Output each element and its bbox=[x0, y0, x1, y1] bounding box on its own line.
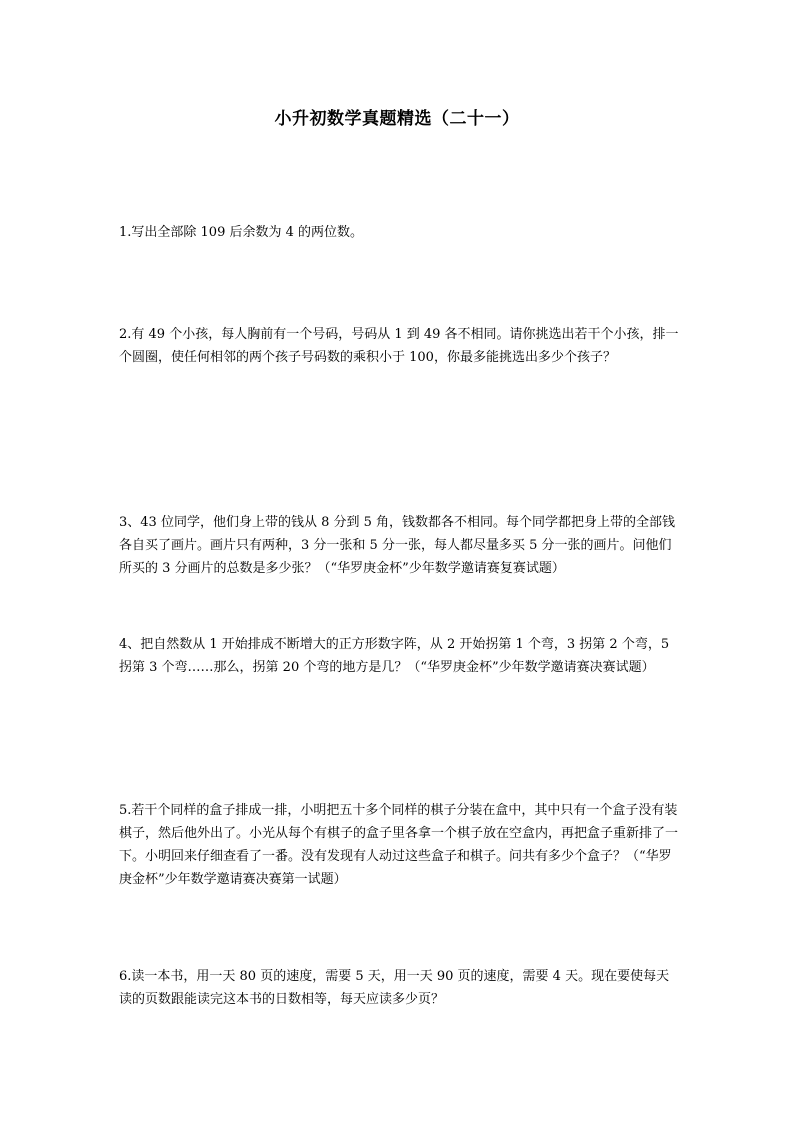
question-6: 6.读一本书，用一天 80 页的速度，需要 5 天，用一天 90 页的速度，需要 4 天。现在要使每天读的页数跟能读完这本书的日数相等，每天应读多少页？ bbox=[119, 969, 670, 1007]
question-5: 5.若干个同样的盒子排成一排，小明把五十多个同样的棋子分装在盒中，其中只有一个盒子没有装棋子，然后他外出了。小光从每个有棋子的盒子里各拿一个棋子放在空盒内，再把盒子重新排了一下。小明回来仔细查看了一番。没有发现有人动过这些盒子和棋子。问共有多少个盒子？（“华罗庚金杯”少年数学邀请赛决赛第一试题） bbox=[119, 803, 679, 887]
page-title: 小升初数学真题精选（二十一） bbox=[274, 109, 520, 129]
question-4: 4、把自然数从 1 开始排成不断增大的正方形数字阵，从 2 开始拐第 1 个弯，3 拐第 2 个弯，5 拐第 3 个弯……那么，拐第 20 个弯的地方是几？（“华罗庚金杯”少年数学邀请赛决赛试题） bbox=[119, 637, 670, 675]
question-2: 2.有 49 个小孩，每人胸前有一个号码，号码从 1 到 49 各不相同。请你挑选出若干个小孩，排一个圆圈，使任何相邻的两个孩子号码数的乘积小于 100，你最多能挑选出多少个孩子？ bbox=[119, 327, 679, 365]
question-1: 1.写出全部除 109 后余数为 4 的两位数。 bbox=[119, 225, 364, 240]
question-3: 3、43 位同学，他们身上带的钱从 8 分到 5 角，钱数都各不相同。每个同学都把身上带的全部钱各自买了画片。画片只有两种，3 分一张和 5 分一张，每人都尽量多买 5 分一张的画片。问他们所买的 3 分画片的总数是多少张？（“华罗庚金杯”少年数学邀请赛复赛试题） bbox=[119, 515, 676, 576]
